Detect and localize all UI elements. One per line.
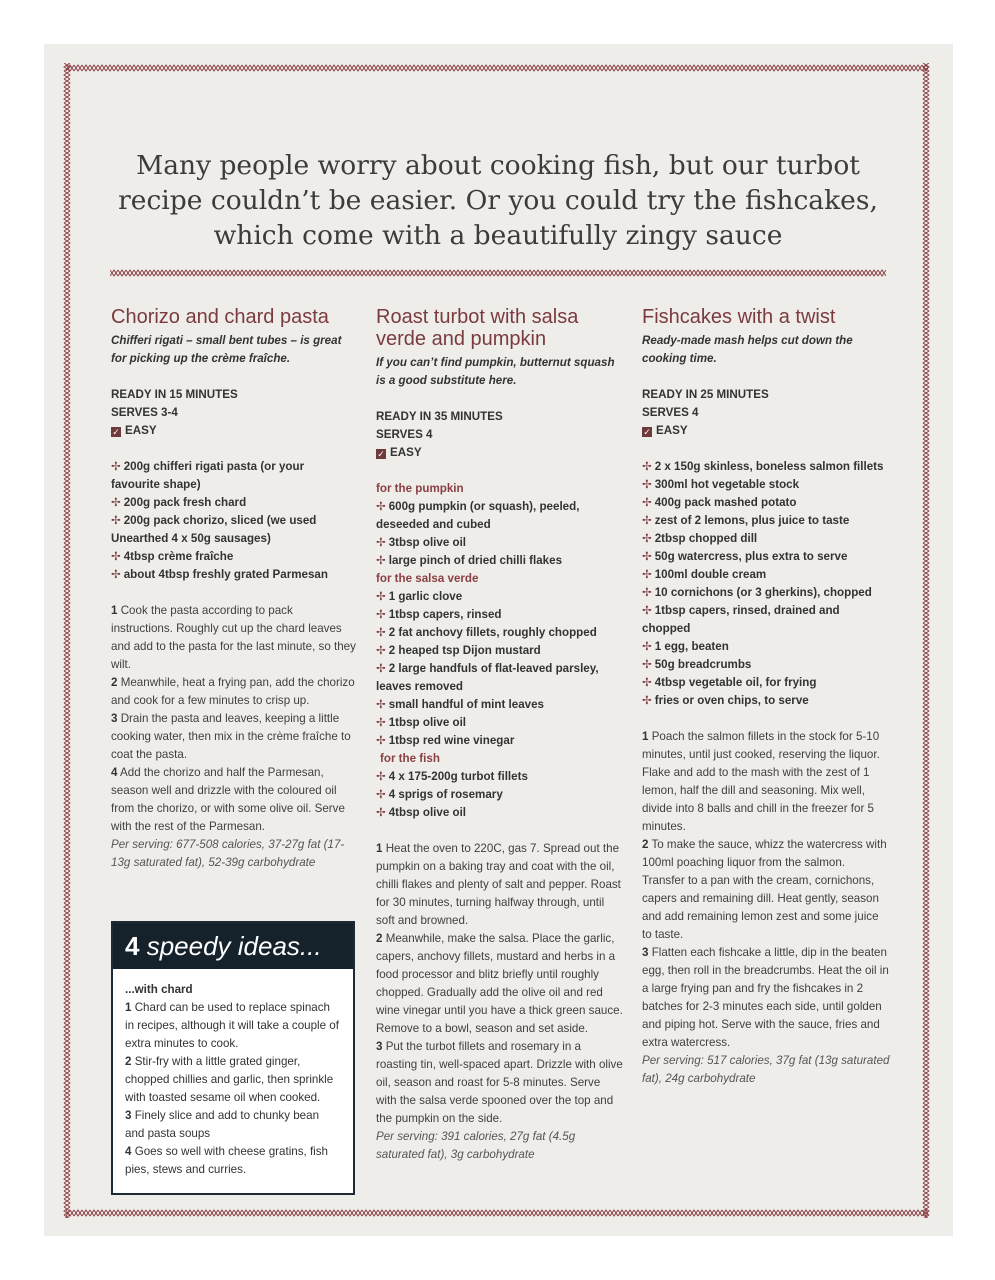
bullet-icon: ✢ [376, 554, 386, 567]
difficulty: ✓ EASY [112, 424, 157, 437]
ingredient: ✢ 2 heaped tsp Dijon mustard [376, 644, 541, 657]
ingredient: ✢ 4tbsp crème fraîche [111, 550, 234, 563]
method-step: 2 Meanwhile, make the salsa. Place the garlic, capers, anchovy fillets, mustard and herbs in a food processor and blitz briefly until roughly chopped. Gradually add the olive oil and red wine vinegar until you have a thick green sauce. Remove to a bowl, season and set aside. [376, 932, 623, 1035]
bullet-icon: ✢ [642, 568, 652, 581]
bullet-icon: ✢ [376, 500, 386, 513]
ingredient: ✢ 1 egg, beaten [642, 640, 729, 653]
bullet-icon: ✢ [376, 788, 386, 801]
ingredient: ✢ 400g pack mashed potato [642, 496, 797, 509]
ingredient: ✢ 1tbsp red wine vinegar [376, 734, 515, 747]
ingredient: ✢ 4tbsp vegetable oil, for frying [642, 676, 817, 689]
bullet-icon: ✢ [642, 640, 652, 653]
section-divider [110, 268, 886, 278]
serves: SERVES 4 [642, 406, 699, 419]
bullet-icon: ✢ [642, 604, 652, 617]
check-icon: ✓ [377, 449, 385, 459]
intro-text: Many people worry about cooking fish, but our turbot recipe couldn’t be easier. Or you could try the fishcakes, which come with a beautifully zingy sauce [118, 150, 878, 251]
bullet-icon: ✢ [376, 608, 386, 621]
method-step: 2 To make the sauce, whizz the watercress with 100ml poaching liquor from the salmon. Transfer to a pan with the cream, cornichons, capers and remaining dill. Heat gently, season and add remaining lemon zest and some juice to taste. [642, 838, 887, 941]
method [111, 602, 356, 836]
method [376, 840, 624, 1128]
ingredient: ✢ fries or oven chips, to serve [642, 694, 809, 707]
ready-time: READY IN 35 MINUTES [376, 410, 503, 423]
method-step: 3 Drain the pasta and leaves, keeping a little cooking water, then mix in the crème fraîche to coat the pasta. [111, 712, 351, 761]
bullet-icon: ✢ [376, 644, 386, 657]
bullet-icon: ✢ [376, 770, 386, 783]
ingredient-group-heading: for the fish [380, 752, 440, 765]
ingredient: ✢ 50g watercress, plus extra to serve [642, 550, 848, 563]
ready-time: READY IN 15 MINUTES [111, 388, 238, 401]
ingredient: ✢ 200g chifferi rigati pasta (or your favourite shape) [111, 460, 305, 491]
idea-item: 1 Chard can be used to replace spinach in recipes, although it will take a couple of extra minutes to cook. [125, 1001, 339, 1050]
recipe-intro: If you can’t find pumpkin, butternut squash is a good substitute here. [376, 356, 615, 387]
border-bottom [66, 1208, 928, 1218]
ingredient: ✢ 2tbsp chopped dill [642, 532, 758, 545]
ingredient-group-heading: for the salsa verde [376, 572, 479, 585]
idea-item: 3 Finely slice and add to chunky bean and pasta soups [125, 1109, 320, 1140]
method-step: 1 Heat the oven to 220C, gas 7. Spread out the pumpkin on a baking tray and coat with the oil, chilli flakes and plenty of salt and pepper. Roast for 30 minutes, turning halfway through, until soft and browned. [376, 842, 621, 927]
bullet-icon: ✢ [642, 478, 652, 491]
bullet-icon: ✢ [111, 550, 121, 563]
bullet-icon: ✢ [376, 590, 386, 603]
serves: SERVES 4 [376, 428, 433, 441]
speedy-ideas-box [111, 921, 355, 1195]
nutrition-info: Per serving: 391 calories, 27g fat (4.5g saturated fat), 3g carbohydrate [376, 1130, 576, 1161]
difficulty: ✓ EASY [643, 424, 688, 437]
bullet-icon: ✢ [376, 536, 386, 549]
ingredient: ✢ 1 garlic clove [376, 590, 463, 603]
difficulty: ✓ EASY [377, 446, 422, 459]
method [642, 728, 890, 1052]
bullet-icon: ✢ [642, 550, 652, 563]
recipe-title: Chorizo and chard pasta [111, 306, 329, 328]
border-right [921, 63, 931, 1218]
bullet-icon: ✢ [376, 716, 386, 729]
serves: SERVES 3-4 [111, 406, 178, 419]
ingredient: ✢ about 4tbsp freshly grated Parmesan [111, 568, 328, 581]
check-icon: ✓ [643, 427, 651, 437]
speedy-ideas-body [113, 969, 353, 1179]
ingredient: ✢ 2 x 150g skinless, boneless salmon fillets [642, 460, 884, 473]
ingredient: ✢ 1tbsp capers, rinsed [376, 608, 502, 621]
bullet-icon: ✢ [642, 586, 652, 599]
idea-item: 4 Goes so well with cheese gratins, fish pies, stews and curries. [125, 1145, 329, 1176]
bullet-icon: ✢ [642, 496, 652, 509]
recipe-title: Fishcakes with a twist [642, 306, 836, 328]
ingredient: ✢ 2 large handfuls of flat-leaved parsley, leaves removed [376, 662, 599, 693]
method-step: 2 Meanwhile, heat a frying pan, add the chorizo and cook for a few minutes to crisp up. [111, 676, 355, 707]
bullet-icon: ✢ [376, 662, 386, 675]
ingredient: ✢ 4tbsp olive oil [376, 806, 467, 819]
ingredient: ✢ 100ml double cream [642, 568, 767, 581]
ingredient: ✢ 300ml hot vegetable stock [642, 478, 800, 491]
ingredient: ✢ 1tbsp capers, rinsed, drained and chopped [642, 604, 840, 635]
method-step: 3 Flatten each fishcake a little, dip in the beaten egg, then roll in the breadcrumbs. Heat the oil in a large frying pan and fry the fishcakes in 2 batches for 2-3 minutes each side, until golden and piping hot. Serve with the sauce, fries and extra watercress. [642, 946, 889, 1049]
method-step: 1 Poach the salmon fillets in the stock for 5-10 minutes, until just cooked, reserving the liquor. Flake and add to the mash with the zest of 1 lemon, half the dill and seasoning. Mix well, divide into 8 balls and chill in the freezer for 5 minutes. [642, 730, 880, 833]
bullet-icon: ✢ [111, 514, 121, 527]
bullet-icon: ✢ [642, 460, 652, 473]
ingredient: ✢ 2 fat anchovy fillets, roughly chopped [376, 626, 597, 639]
ingredient: ✢ zest of 2 lemons, plus juice to taste [642, 514, 850, 527]
bullet-icon: ✢ [642, 694, 652, 707]
bullet-icon: ✢ [376, 698, 386, 711]
recipe-chorizo-pasta [111, 304, 356, 872]
nutrition-info: Per serving: 677-508 calories, 37-27g fat (17-13g saturated fat), 52-39g carbohydrate [111, 838, 345, 869]
ingredients-list [376, 480, 624, 822]
bullet-icon: ✢ [111, 568, 121, 581]
method-step: 4 Add the chorizo and half the Parmesan, season well and drizzle with the coloured oil from the chorizo, or with some olive oil. Serve with the rest of the Parmesan. [111, 766, 345, 833]
recipe-title: Roast turbot with salsa verde and pumpkin [376, 306, 579, 350]
nutrition-info: Per serving: 517 calories, 37g fat (13g saturated fat), 24g carbohydrate [642, 1054, 890, 1085]
ideas-subtitle: ...with chard [125, 983, 193, 996]
bullet-icon: ✢ [376, 806, 386, 819]
ingredient: ✢ 3tbsp olive oil [376, 536, 467, 549]
bullet-icon: ✢ [111, 460, 121, 473]
idea-item: 2 Stir-fry with a little grated ginger, chopped chillies and garlic, then sprinkle with toasted sesame oil when cooked. [125, 1055, 334, 1104]
bullet-icon: ✢ [376, 734, 386, 747]
ingredient: ✢ 4 x 175-200g turbot fillets [376, 770, 528, 783]
ingredient: ✢ small handful of mint leaves [376, 698, 544, 711]
border-top [66, 63, 928, 73]
ingredient: ✢ 4 sprigs of rosemary [376, 788, 503, 801]
bullet-icon: ✢ [642, 514, 652, 527]
bullet-icon: ✢ [642, 676, 652, 689]
bullet-icon: ✢ [111, 496, 121, 509]
method-step: 3 Put the turbot fillets and rosemary in a roasting tin, well-spaced apart. Drizzle with olive oil, season and roast for 5-8 minutes. Serve with the salsa verde spooned over the top and the pumpkin on the side. [376, 1040, 623, 1125]
recipe-intro: Ready-made mash helps cut down the cooking time. [642, 334, 853, 365]
bullet-icon: ✢ [642, 658, 652, 671]
ingredient: ✢ 1tbsp olive oil [376, 716, 467, 729]
ingredient: ✢ 200g pack fresh chard [111, 496, 247, 509]
recipe-roast-turbot [376, 304, 624, 1164]
ingredients-list [111, 458, 356, 584]
ingredient-group-heading: for the pumpkin [376, 482, 464, 495]
ingredient: ✢ large pinch of dried chilli flakes [376, 554, 563, 567]
bullet-icon: ✢ [376, 626, 386, 639]
border-left [62, 63, 72, 1218]
check-icon: ✓ [112, 427, 120, 437]
ready-time: READY IN 25 MINUTES [642, 388, 769, 401]
ingredient: ✢ 600g pumpkin (or squash), peeled, deseeded and cubed [376, 500, 580, 531]
method-step: 1 Cook the pasta according to pack instructions. Roughly cut up the chard leaves and add to the pasta for the last minute, so they wilt. [111, 604, 356, 671]
speedy-ideas-header: 4 speedy ideas... [113, 923, 353, 969]
recipe-fishcakes [642, 304, 890, 1088]
ingredient: ✢ 10 cornichons (or 3 gherkins), chopped [642, 586, 872, 599]
ingredient: ✢ 50g breadcrumbs [642, 658, 752, 671]
ingredients-list [642, 458, 890, 710]
recipe-intro: Chifferi rigati – small bent tubes – is great for picking up the crème fraîche. [111, 334, 342, 365]
ingredient: ✢ 200g pack chorizo, sliced (we used Unearthed 4 x 50g sausages) [111, 514, 317, 545]
bullet-icon: ✢ [642, 532, 652, 545]
